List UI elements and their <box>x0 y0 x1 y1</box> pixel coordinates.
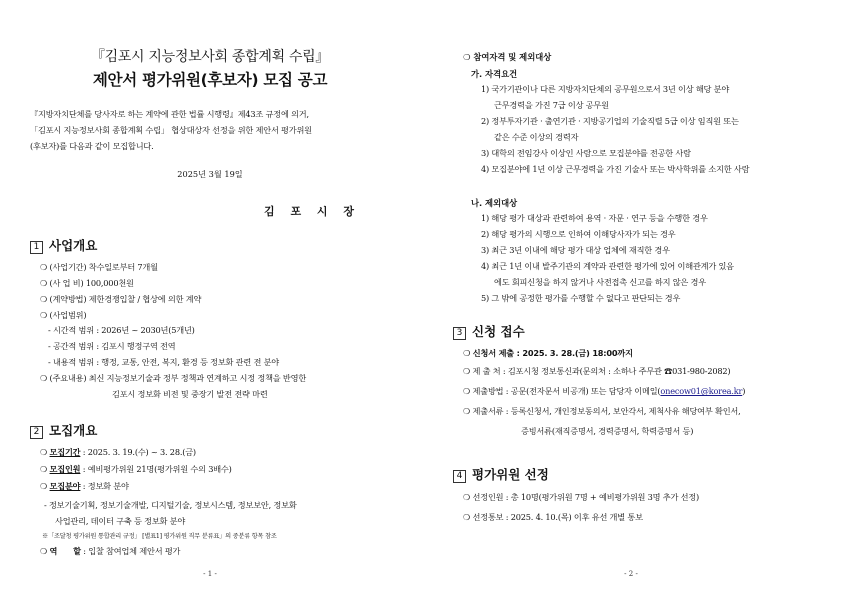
sec1-subline: - 시간적 범위 : 2026년 ~ 2030년(5개년) <box>48 325 195 335</box>
qualification-line-cont: 같은 수준 이상의 경력자 <box>494 132 579 142</box>
recruit-period-row <box>40 447 196 458</box>
field-detail-line: 사업관리, 데이터 구축 등 정보화 분야 <box>55 516 186 526</box>
recruit-period-value: : 2025. 3. 19.(수) ~ 3. 28.(금) <box>80 447 196 457</box>
section-4-number-box: 4 <box>453 470 466 483</box>
submission-method: ❍ 제출방법 : 공문(전자문서 비공개) 또는 담당자 이메일( <box>463 386 661 396</box>
qualification-subheading: 가. 자격요건 <box>471 69 518 79</box>
section-4-heading <box>453 465 549 483</box>
submission-documents-cont: 증빙서류(재직증명서, 경력증명서, 학력증명서 등) <box>521 426 694 436</box>
submission-place: ❍ 제 출 처 : 김포시청 정보통신과(문의처 : 소하나 주무관 ☎031-980-2082) <box>463 366 731 376</box>
section-1-heading <box>30 236 97 254</box>
section-2-title: 모집개요 <box>49 423 98 438</box>
recruit-field-label: 모집분야 <box>49 481 81 491</box>
bullet-icon: ❍ <box>40 464 48 474</box>
section-2-heading <box>30 421 97 439</box>
recruit-count-row <box>40 464 232 475</box>
section-4-title: 평가위원 선정 <box>472 467 549 482</box>
qualification-line: 2) 정부투자기관 · 출연기관 · 지방공기업의 기술직렬 5급 이상 임직원 또는 <box>481 116 739 126</box>
exclusion-line: 3) 최근 3년 이내에 해당 평가 대상 업체에 재직한 경우 <box>481 245 670 255</box>
document-page-2 <box>421 0 841 595</box>
selection-notice: ❍ 선정통보 : 2025. 4. 10.(목) 이후 유선 개별 통보 <box>463 512 643 522</box>
field-detail-line: - 정보기술기획, 정보기술개발, 디지털기술, 정보시스템, 정보보안, 정보화 <box>44 500 297 510</box>
qualification-line-cont: 근무경력을 가진 7급 이상 공무원 <box>494 100 609 110</box>
recruit-count-label: 모집인원 <box>49 464 81 474</box>
qualification-line: 4) 모집분야에 1년 이상 근무경력을 가진 기술사 또는 박사학위를 소지한 사람 <box>481 164 750 174</box>
bullet-icon: ❍ <box>40 447 48 457</box>
submission-method-close: ) <box>742 386 746 396</box>
exclusion-line: 1) 해당 평가 대상과 관련하여 용역 · 자문 · 연구 등을 수행한 경우 <box>481 213 708 223</box>
role-row <box>40 546 180 557</box>
qualification-heading: ❍ 참여자격 및 제외대상 <box>463 52 552 62</box>
document-page-1 <box>0 0 420 595</box>
exclusion-line: 5) 그 밖에 공정한 평가를 수행할 수 없다고 판단되는 경우 <box>481 293 681 303</box>
qualification-line: 3) 대학의 전임강사 이상인 사람으로 모집분야를 전공한 사람 <box>481 148 691 158</box>
selection-count: ❍ 선정인원 : 총 10명(평가위원 7명 + 예비평가위원 3명 추가 선정) <box>463 492 700 502</box>
document-title-line2: 제안서 평가위원(후보자) 모집 공고 <box>92 71 328 89</box>
exclusion-line-cont: 에도 회피신청을 하지 않거나 사전접촉 신고를 하지 않은 경우 <box>494 277 706 287</box>
page-number: - 2 - <box>624 570 638 578</box>
exclusion-subheading: 나. 제외대상 <box>471 198 518 208</box>
sec1-line: ❍ (주요내용) 최신 지능정보기술과 정부 정책과 연계하고 시정 정책을 반영한 <box>40 373 307 383</box>
role-label: 역 할 <box>49 546 81 556</box>
role-value: : 입찰 참여업체 제안서 평가 <box>80 546 181 556</box>
reference-note: ※「조달청 평가위원 통합관리 규정」 [별표1] 평가위원 직무 분류표」의 중분류 항목 참조 <box>42 533 277 540</box>
contact-email-link[interactable]: onecow01@korea.kr <box>660 386 743 396</box>
sec1-line: ❍ (사업범위) <box>40 310 87 320</box>
page-number: - 1 - <box>203 570 217 578</box>
sec1-line: ❍ (사 업 비) 100,000천원 <box>40 278 134 288</box>
section-3-number-box: 3 <box>453 327 466 340</box>
intro-line-2: 「김포시 지능정보사회 종합계획 수립」 협상대상자 선정을 위한 제안서 평가위원 <box>30 125 312 135</box>
exclusion-line: 4) 최근 1년 이내 발주기관의 계약과 관련한 평가에 있어 이해관계가 있음 <box>481 261 734 271</box>
intro-line-3: (후보자)를 다음과 같이 모집합니다. <box>30 141 154 151</box>
announcement-date: 2025년 3월 19일 <box>177 169 243 179</box>
sec1-subline: - 내용적 범위 : 행정, 교통, 안전, 복지, 환경 등 정보화 관련 전 분야 <box>48 357 279 367</box>
section-1-number-box: 1 <box>30 241 43 254</box>
sec1-line-cont: 김포시 정보화 비전 및 중장기 발전 전략 마련 <box>112 389 268 399</box>
sec1-line: ❍ (사업기간) 착수일로부터 7개월 <box>40 262 158 272</box>
recruit-field-row <box>40 481 129 492</box>
issuer-name: 김 포 시 장 <box>264 205 360 218</box>
section-2-number-box: 2 <box>30 426 43 439</box>
recruit-period-label: 모집기간 <box>49 447 81 457</box>
document-title-line1: 『김포시 지능정보사회 종합계획 수립』 <box>90 49 330 65</box>
submission-method-row <box>463 386 745 397</box>
exclusion-line: 2) 해당 평가의 시행으로 인하여 이해당사자가 되는 경우 <box>481 229 676 239</box>
section-3-heading <box>453 322 525 340</box>
bullet-icon: ❍ <box>40 546 48 556</box>
sec1-line: ❍ (계약방법) 제한경쟁입찰 / 협상에 의한 계약 <box>40 294 202 304</box>
recruit-count-value: : 예비평가위원 21명(평가위원 수의 3배수) <box>80 464 232 474</box>
submission-documents: ❍ 제출서류 : 등록신청서, 개인정보동의서, 보안각서, 제척사유 해당여부 확인서, <box>463 406 741 416</box>
qualification-line: 1) 국가기관이나 다른 지방자치단체의 공무원으로서 3년 이상 해당 분야 <box>481 84 730 94</box>
recruit-field-value: : 정보화 분야 <box>80 481 129 491</box>
intro-line-1: 『지방자치단체를 당사자로 하는 계약에 관한 법률 시행령』제43조 규정에 의거, <box>30 109 309 119</box>
section-3-title: 신청 접수 <box>472 324 525 339</box>
submission-deadline: ❍ 신청서 제출 : 2025. 3. 28.(금) 18:00까지 <box>463 348 633 358</box>
section-1-title: 사업개요 <box>49 238 98 253</box>
bullet-icon: ❍ <box>40 481 48 491</box>
sec1-subline: - 공간적 범위 : 김포시 행정구역 전역 <box>48 341 176 351</box>
